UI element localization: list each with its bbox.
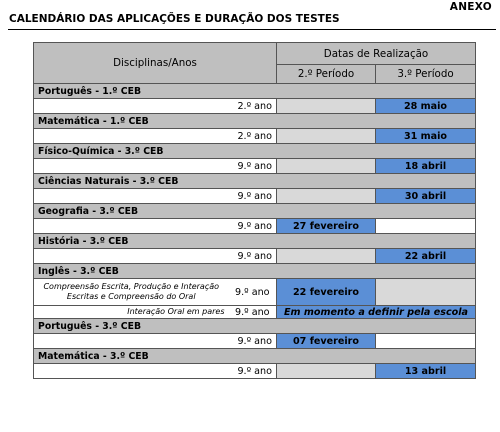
subject-row <box>34 349 476 364</box>
schedule-table <box>33 42 476 379</box>
period-3-cell <box>376 334 476 349</box>
dates-to-be-defined: Em momento a definir pela escola <box>277 306 476 319</box>
annex-label: ANEXO <box>449 1 492 13</box>
subject-row <box>34 319 476 334</box>
year-row <box>34 334 476 349</box>
year-label: 9.º ano <box>34 249 277 264</box>
period-2-cell <box>277 129 376 144</box>
period-3-date: 31 maio <box>376 129 476 144</box>
subject-label: História - 3.º CEB <box>34 234 476 249</box>
subject-label: Inglês - 3.º CEB <box>34 264 476 279</box>
year-label: 9.º ano <box>229 279 277 306</box>
year-label: 9.º ano <box>34 334 277 349</box>
year-label: 9.º ano <box>229 306 277 319</box>
table-header-row <box>34 43 476 65</box>
period-2-date: 22 fevereiro <box>277 279 376 306</box>
period-3-date: 30 abril <box>376 189 476 204</box>
year-row <box>34 219 476 234</box>
year-label: 9.º ano <box>34 219 277 234</box>
year-label: 9.º ano <box>34 159 277 174</box>
subject-row <box>34 264 476 279</box>
subject-row <box>34 174 476 189</box>
subject-label: Português - 3.º CEB <box>34 319 476 334</box>
period-2-cell <box>277 159 376 174</box>
period-3-cell <box>376 219 476 234</box>
year-row <box>34 189 476 204</box>
subject-label: Físico-Química - 3.º CEB <box>34 144 476 159</box>
subject-row <box>34 84 476 99</box>
year-label: 2.º ano <box>34 129 277 144</box>
component-label: Compreensão Escrita, Produção e Interação Escritas e Compreensão do Oral <box>34 279 229 306</box>
year-label: 2.º ano <box>34 99 277 114</box>
subject-label: Matemática - 3.º CEB <box>34 349 476 364</box>
subject-label: Matemática - 1.º CEB <box>34 114 476 129</box>
period-2-date: 27 fevereiro <box>277 219 376 234</box>
component-row <box>34 306 476 319</box>
period-2-cell <box>277 99 376 114</box>
subjects-header: Disciplinas/Anos <box>34 43 277 84</box>
dates-header: Datas de Realização <box>277 43 476 65</box>
period-3-cell <box>376 279 476 306</box>
year-row <box>34 99 476 114</box>
subject-row <box>34 204 476 219</box>
subject-label: Geografia - 3.º CEB <box>34 204 476 219</box>
period-2-cell <box>277 364 376 379</box>
period-3-header: 3.º Período <box>376 65 476 84</box>
year-row <box>34 364 476 379</box>
period-3-date: 18 abril <box>376 159 476 174</box>
year-row <box>34 159 476 174</box>
period-3-date: 28 maio <box>376 99 476 114</box>
component-row <box>34 279 476 306</box>
subject-row <box>34 144 476 159</box>
period-2-cell <box>277 249 376 264</box>
title-underline <box>8 29 496 30</box>
subject-row <box>34 114 476 129</box>
year-row <box>34 129 476 144</box>
period-2-date: 07 fevereiro <box>277 334 376 349</box>
component-label: Interação Oral em pares <box>34 306 229 319</box>
period-3-date: 22 abril <box>376 249 476 264</box>
year-label: 9.º ano <box>34 364 277 379</box>
subject-label: Ciências Naturais - 3.º CEB <box>34 174 476 189</box>
document-title: CALENDÁRIO DAS APLICAÇÕES E DURAÇÃO DOS TESTES <box>9 13 340 25</box>
period-3-date: 13 abril <box>376 364 476 379</box>
subject-label: Português - 1.º CEB <box>34 84 476 99</box>
period-2-cell <box>277 189 376 204</box>
year-label: 9.º ano <box>34 189 277 204</box>
period-2-header: 2.º Período <box>277 65 376 84</box>
subject-row <box>34 234 476 249</box>
year-row <box>34 249 476 264</box>
